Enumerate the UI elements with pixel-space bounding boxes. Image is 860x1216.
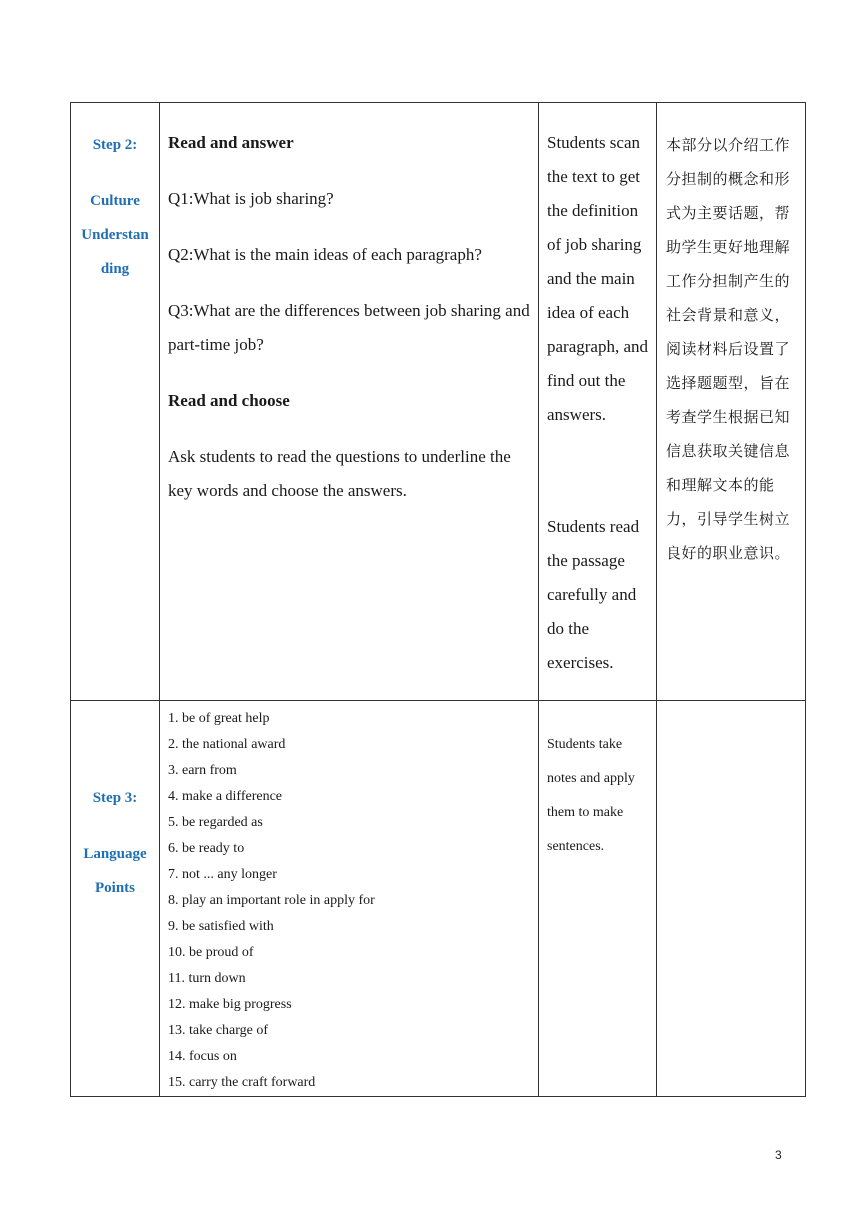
student-activity-cell (539, 701, 657, 1097)
list-item: 7. not ... any longer (168, 867, 277, 882)
design-intent-text: 本部分以介绍工作分担制的概念和形式为主要话题，帮助学生更好地理解工作分担制产生的社会背景和意义，阅读材料后设置了选择题题型，旨在考查学生根据已知信息获取关键信息和理解文本的能力，引导学生树立良好的职业意识。 (666, 136, 791, 562)
step-label: Step 2: (92, 137, 138, 153)
design-intent-cell (657, 701, 806, 1097)
step-cell (71, 103, 160, 701)
step-label: Step 3: (92, 790, 138, 806)
design-intent-text (657, 701, 805, 726)
table-row (71, 701, 806, 1097)
list-item: 8. play an important role in apply for (168, 893, 375, 908)
lesson-plan-table (70, 102, 806, 1097)
question-text: Q1:What is job sharing? (168, 189, 334, 208)
question-text: Q3:What are the differences between job sharing and part-time job? (168, 301, 530, 354)
step-name-line: Language (83, 846, 147, 862)
step-name-line: Culture (90, 193, 140, 209)
list-item: 6. be ready to (168, 841, 245, 856)
language-points-cell (160, 701, 539, 1097)
step-cell (71, 701, 160, 1097)
section-heading: Read and choose (168, 391, 290, 410)
list-item: 10. be proud of (168, 945, 254, 960)
list-item: 15. carry the craft forward (168, 1075, 316, 1090)
list-item: 4. make a difference (168, 789, 283, 804)
step-name-line: Understan (81, 227, 149, 243)
student-activity-cell (539, 103, 657, 701)
list-item: 5. be regarded as (168, 815, 263, 830)
list-item: 13. take charge of (168, 1023, 269, 1038)
step-name-line: Points (94, 880, 135, 896)
design-intent-cell (657, 103, 806, 701)
list-item: 3. earn from (168, 763, 237, 778)
language-points-list (160, 701, 538, 1096)
page-number: 3 (775, 1148, 782, 1162)
activity-text: Students read the passage carefully and do the exercises. (547, 517, 640, 672)
list-item: 11. turn down (168, 971, 246, 986)
instruction-text: Ask students to read the questions to underline the key words and choose the answers. (168, 447, 511, 500)
activity-text: Students take notes and apply them to make sentences. (547, 737, 635, 854)
list-item: 12. make big progress (168, 997, 292, 1012)
step-name-line: ding (100, 261, 130, 277)
activity-text: Students scan the text to get the definition of job sharing and the main idea of each paragraph, and find out the answers. (547, 133, 649, 424)
table-row (71, 103, 806, 701)
question-text: Q2:What is the main ideas of each paragraph? (168, 245, 482, 264)
list-item: 1. be of great help (168, 711, 270, 726)
list-item: 9. be satisfied with (168, 919, 274, 934)
list-item: 14. focus on (168, 1049, 237, 1064)
section-heading: Read and answer (168, 133, 294, 152)
procedure-cell (160, 103, 539, 701)
list-item: 2. the national award (168, 737, 286, 752)
